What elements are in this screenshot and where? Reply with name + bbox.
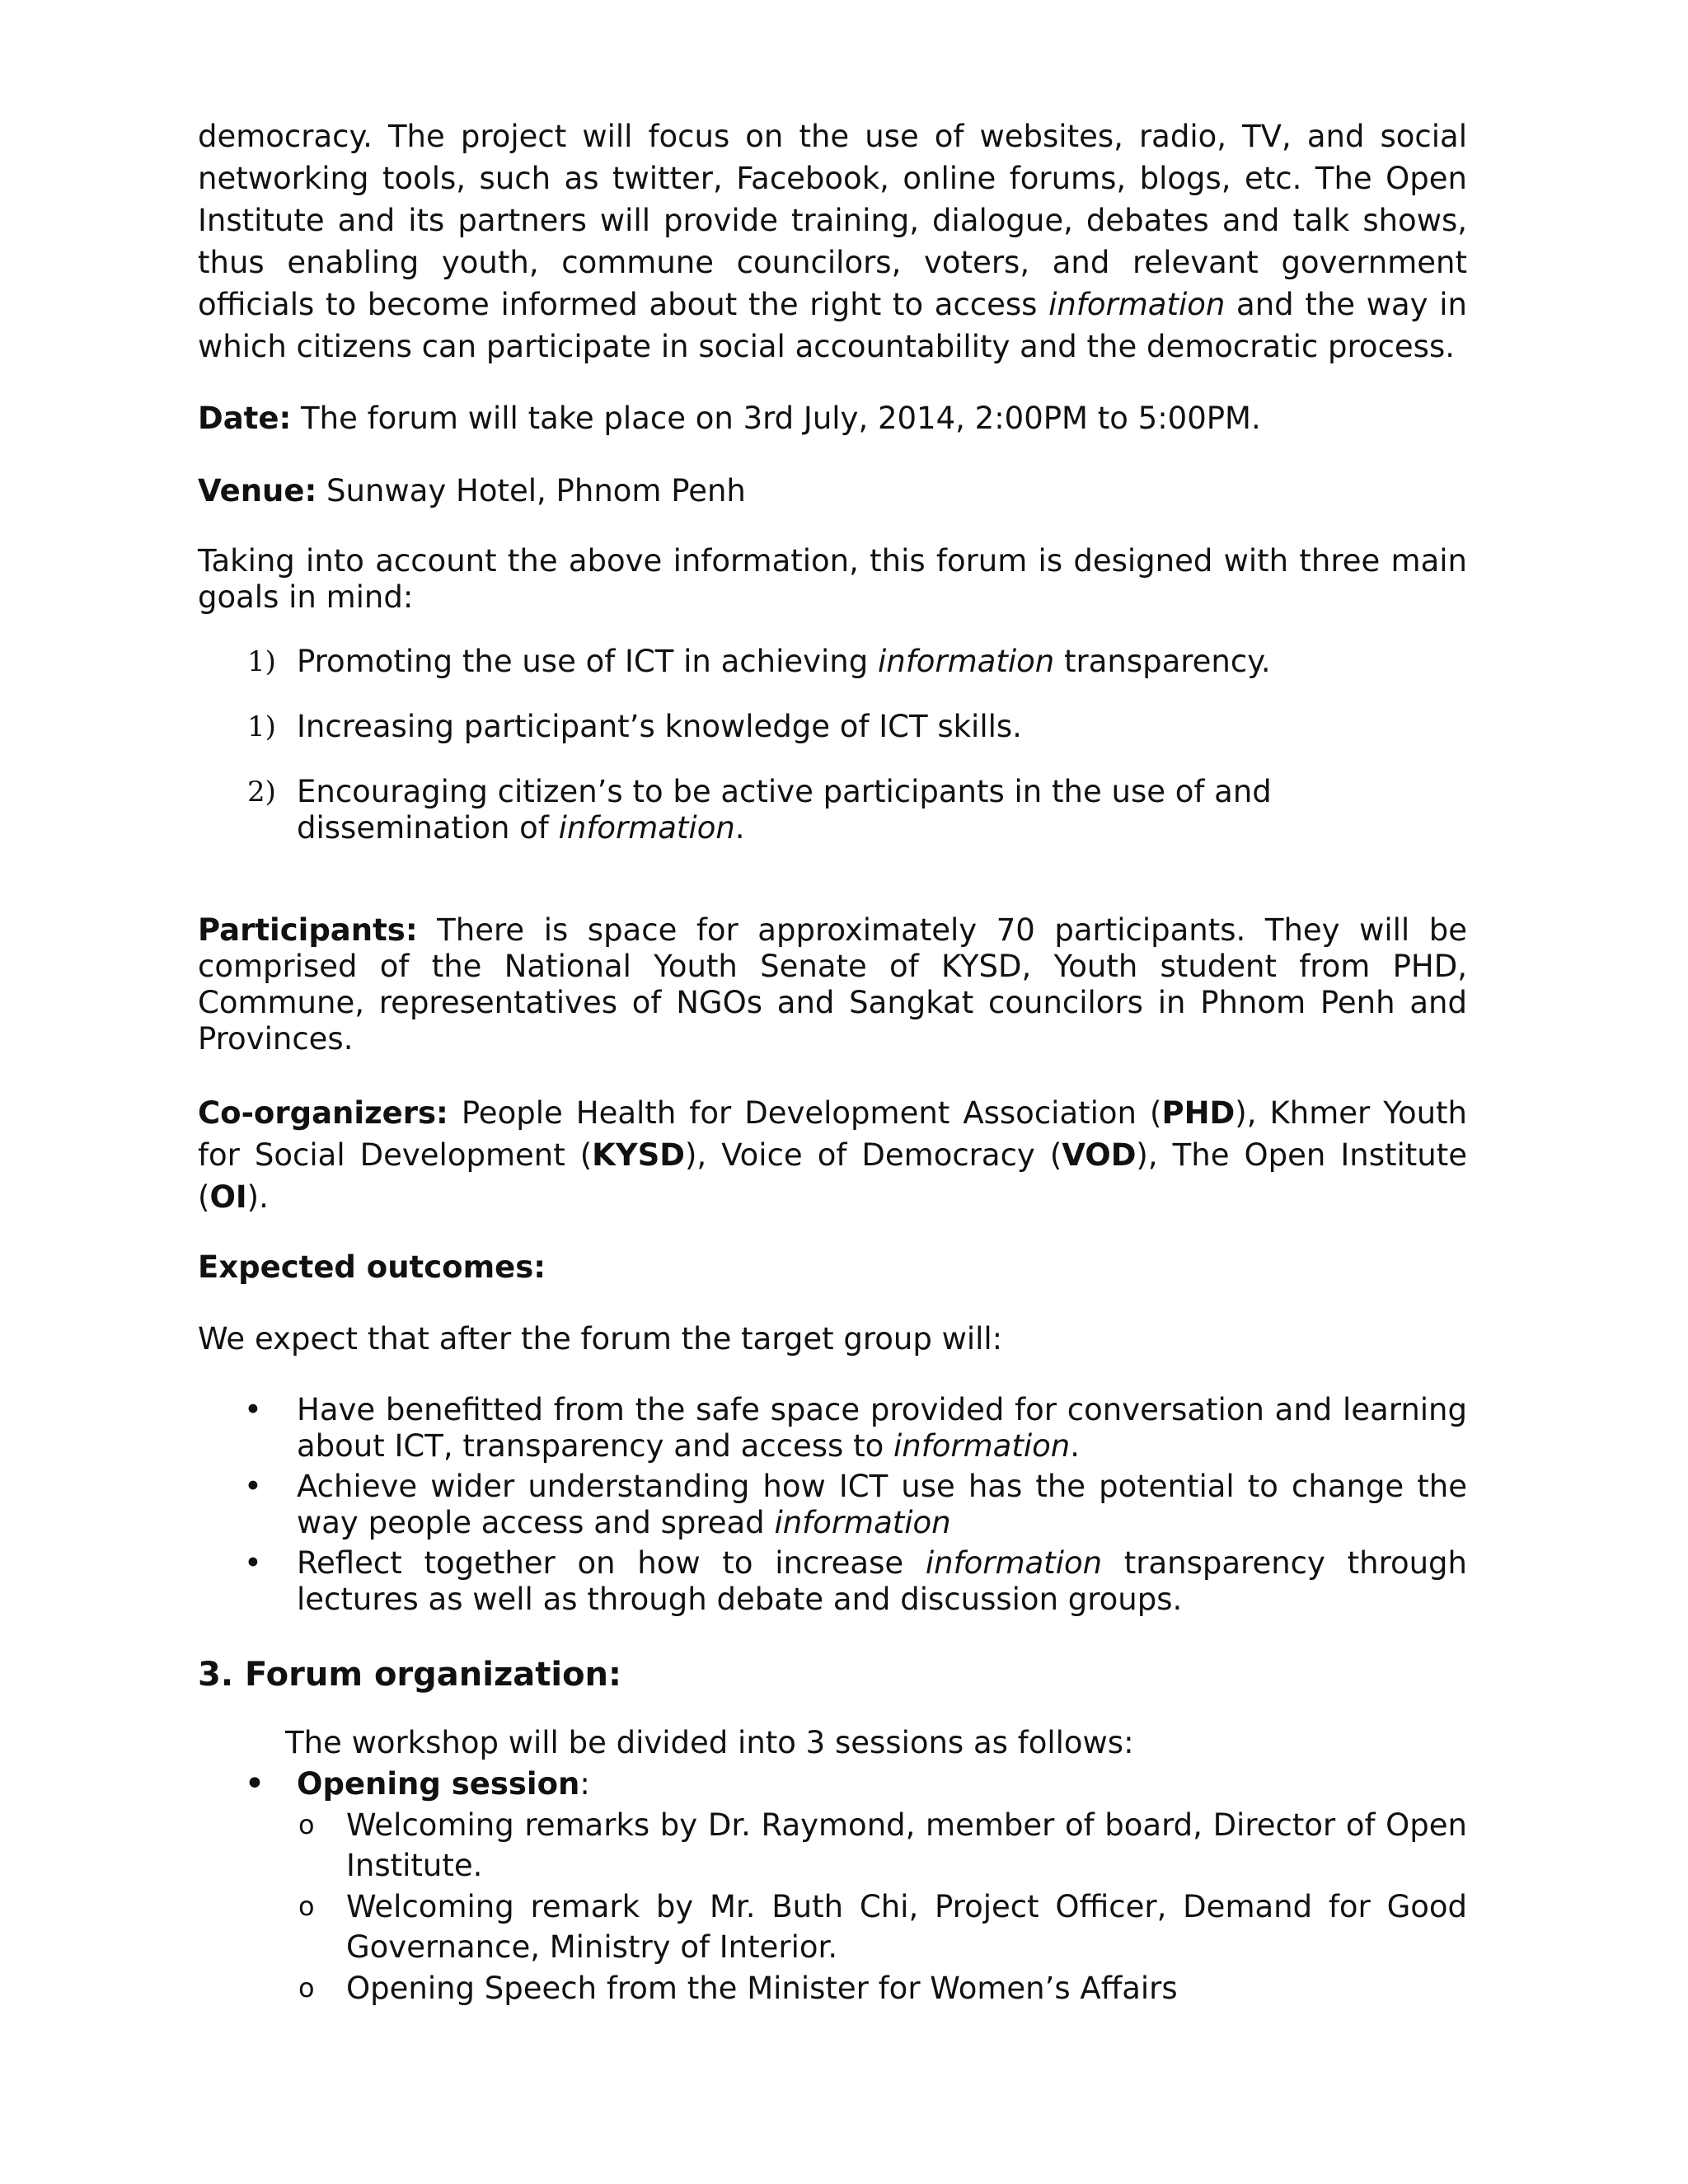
session-subitems — [198, 1805, 1467, 2008]
coorganizers-paragraph — [198, 1092, 1467, 1218]
participants-text: There is space for approximately 70 participants. They will be comprised of the National Youth Senate of KYSD, Youth student from PHD, Commune, representatives of NGOs and Sangkat councilors in Phnom Penh and Provinces. — [198, 912, 1467, 1057]
outcome-text-end: transparency through lectures as well as through debate and discussion groups. — [297, 1545, 1467, 1617]
goal-number: 1) — [247, 645, 276, 678]
bullet-icon: • — [244, 1545, 262, 1581]
goal-item — [198, 709, 1467, 745]
circle-bullet-icon: o — [298, 1809, 315, 1840]
coorg-abbr: VOD — [1062, 1137, 1137, 1173]
bullet-icon: • — [244, 1392, 262, 1427]
coorg-text: People Health for Development Association ( — [448, 1095, 1162, 1131]
sub-item — [198, 1886, 1467, 1967]
goal-number: 1) — [247, 710, 276, 743]
date-text: The forum will take place on 3rd July, 2014, 2:00PM to 5:00PM. — [291, 401, 1261, 436]
outcome-item — [198, 1545, 1467, 1618]
sub-item — [198, 1805, 1467, 1886]
outcomes-heading: Expected outcomes: — [198, 1249, 546, 1285]
outcome-emphasis: information — [893, 1428, 1071, 1464]
goal-text: Encouraging citizen’s to be active participants in the use of and dissemination of — [297, 774, 1272, 846]
outcome-text-end: . — [1070, 1428, 1080, 1464]
session-list — [198, 1764, 1467, 1805]
outcomes-list — [198, 1392, 1467, 1618]
outcome-emphasis: information — [925, 1545, 1103, 1581]
coorg-text: ), Voice of Democracy ( — [685, 1137, 1062, 1173]
outcome-text: Have benefitted from the safe space provided for conversation and learning about ICT, transparency and access to — [297, 1392, 1467, 1464]
goal-text-end: transparency. — [1054, 644, 1271, 679]
sub-item-text: Welcoming remarks by Dr. Raymond, member of board, Director of Open Institute. — [346, 1807, 1467, 1883]
outcome-item — [198, 1392, 1467, 1465]
goals-intro: Taking into account the above information, this forum is designed with three main goals in mind: — [198, 543, 1467, 615]
circle-bullet-icon: o — [298, 1972, 315, 2004]
circle-bullet-icon: o — [298, 1891, 315, 1922]
session-colon: : — [579, 1766, 590, 1802]
sub-item-text: Welcoming remark by Mr. Buth Chi, Project Officer, Demand for Good Governance, Ministry of Interior. — [346, 1889, 1467, 1965]
goal-emphasis: information — [878, 644, 1055, 679]
intro-emphasis: information — [1048, 287, 1226, 322]
goal-item — [198, 644, 1467, 680]
goal-text-end: . — [734, 810, 745, 846]
coorganizers-label: Co-organizers: — [198, 1095, 448, 1131]
coorg-text: ), Khmer Youth for Social Development ( — [198, 1095, 1467, 1173]
bullet-icon: • — [244, 1763, 265, 1805]
intro-paragraph — [198, 115, 1467, 368]
goal-text: Increasing participant’s knowledge of ICT skills. — [297, 709, 1022, 744]
outcome-emphasis: information — [774, 1505, 951, 1540]
outcome-text: Reflect together on how to increase — [297, 1545, 926, 1581]
venue-text: Sunway Hotel, Phnom Penh — [316, 473, 746, 509]
section-intro: The workshop will be divided into 3 sessions as follows: — [285, 1725, 1134, 1760]
outcomes-intro: We expect that after the forum the target group will: — [198, 1321, 1003, 1357]
coorg-text: ), The Open Institute ( — [198, 1137, 1467, 1215]
coorg-text: ). — [246, 1179, 269, 1215]
coorg-abbr: OI — [209, 1179, 247, 1215]
session-item — [198, 1764, 1467, 1805]
sub-item-text: Opening Speech from the Minister for Women’s Affairs — [346, 1971, 1178, 2006]
participants-label: Participants: — [198, 912, 418, 948]
bullet-icon: • — [244, 1469, 262, 1504]
goal-emphasis: information — [558, 810, 735, 846]
coorg-abbr: KYSD — [592, 1137, 685, 1173]
intro-text-end: and the way in which citizens can participate in social accountability and the democratic process. — [198, 287, 1467, 364]
coorg-abbr: PHD — [1161, 1095, 1236, 1131]
section-heading: 3. Forum organization: — [198, 1656, 622, 1694]
date-line — [198, 397, 1467, 439]
goals-list — [198, 644, 1467, 846]
sub-item — [198, 1968, 1467, 2008]
session-label: Opening session — [297, 1766, 580, 1802]
document-page — [198, 115, 1467, 2008]
venue-label: Venue: — [198, 473, 317, 509]
venue-line — [198, 470, 1467, 512]
goal-text: Promoting the use of ICT in achieving — [297, 644, 879, 679]
date-label: Date: — [198, 401, 292, 436]
intro-text: democracy. The project will focus on the use of websites, radio, TV, and social networking tools, such as twitter, Facebook, online forums, blogs, etc. The Open Institute and its partners will provide training, dialogue, debates and talk shows, thus enabling youth, commune councilors, voters, and relevant government officials to become informed about the right to access — [198, 119, 1467, 322]
participants-paragraph — [198, 912, 1467, 1057]
outcome-text: Achieve wider understanding how ICT use has the potential to change the way people access and spread — [297, 1469, 1467, 1540]
goal-item — [198, 774, 1467, 846]
goal-number: 2) — [247, 776, 276, 808]
outcome-item — [198, 1469, 1467, 1541]
